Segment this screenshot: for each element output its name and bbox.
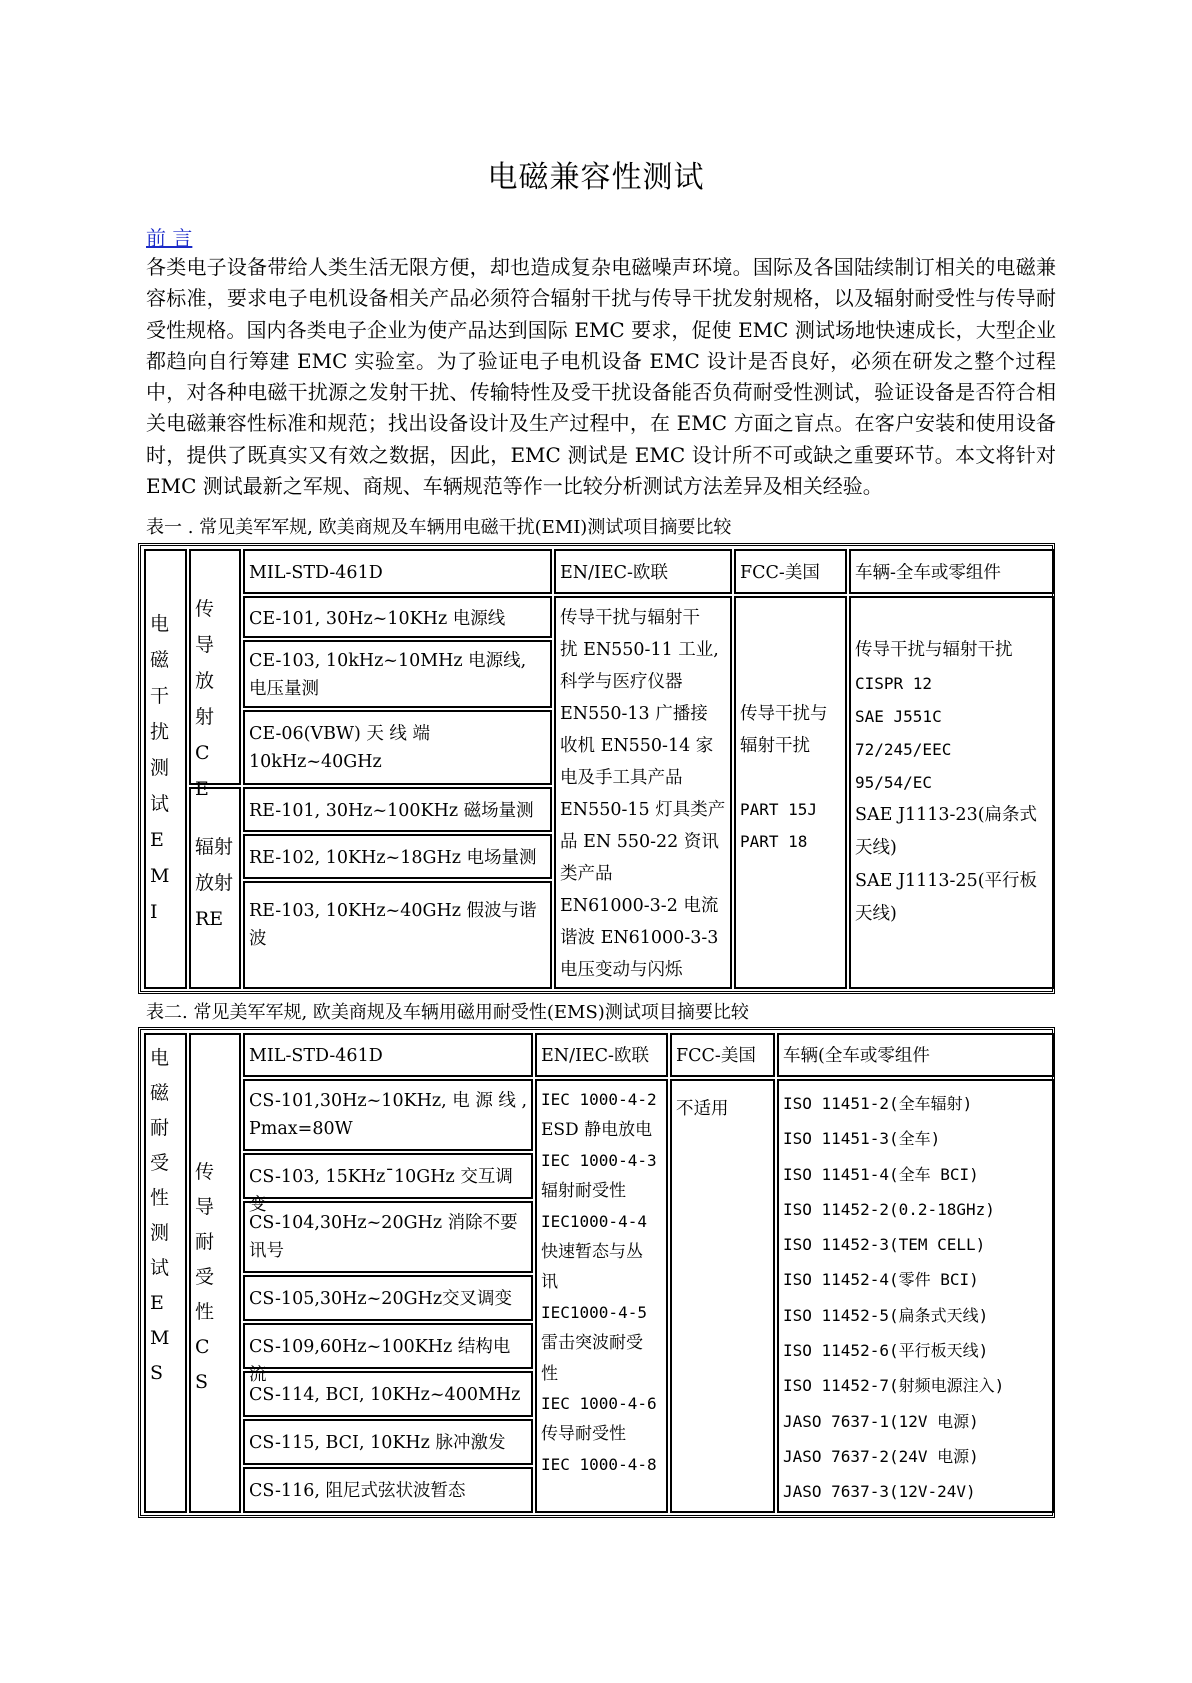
table1-vehicle-line: 天线)	[855, 904, 897, 924]
table2-sub-cell	[189, 1033, 241, 1513]
table2-vehicle-line: ISO 11451-3(全车)	[783, 1129, 941, 1149]
table1-en-line: 电及手工具产品	[560, 768, 683, 788]
table2-caption: 表二. 常见美军军规, 欧美商规及车辆用磁用耐受性(EMS)测试项目摘要比较	[146, 1002, 749, 1023]
table2-mil-row: CS-114, BCI, 10KHz~400MHz	[243, 1371, 533, 1417]
table2-mil-row: CS-109,60Hz~100KHz 结构电流	[243, 1323, 533, 1369]
table2-en-line: IEC1000-4-4	[541, 1211, 647, 1231]
table1-fcc-cell	[734, 596, 847, 989]
table1-fcc-line: PART 18	[740, 832, 808, 851]
table2-fcc-cell: 不适用	[670, 1079, 775, 1513]
table1-header-fcc: FCC-美国	[734, 549, 847, 594]
table1-fcc-line: 传导干扰与	[740, 704, 828, 724]
page-title: 电磁兼容性测试	[487, 160, 705, 195]
table2-header-en: EN/IEC-欧联	[535, 1033, 668, 1077]
table1-en-line: 扰 EN550-11 工业,	[560, 640, 719, 660]
table1-vehicle-cell	[849, 596, 1054, 989]
table2-mil-row: CS-105,30Hz~20GHz交叉调变	[243, 1275, 533, 1321]
table1-caption: 表一 . 常见美军军规, 欧美商规及车辆用电磁干扰(EMI)测试项目摘要比较	[146, 517, 732, 538]
table1-en-line: 类产品	[560, 864, 613, 884]
table1-vehicle-line: 传导干扰与辐射干扰	[855, 640, 1013, 660]
table1-vehicle-line: SAE J1113-23(扁条式	[855, 805, 1038, 825]
intro-paragraph: 各类电子设备带给人类生活无限方便，却也造成复杂电磁噪声环境。国际及各国陆续制订相关的电磁兼容标准，要求电子电机设备相关产品必须符合辐射干扰与传导干扰发射规格，以及辐射耐受性与传导耐受性规格。国内各类电子企业为使产品达到国际 EMC 要求，促使 EMC 测试场地快速成长，大型企业都趋向自行筹建 EMC 实验室。为了验证电子电机设备 EMC 设计是否良好，必须在研发之整个过程中，对各种电磁干扰源之发射干扰、传输特性及受干扰设备能否负荷耐受性测试，验证设备是否符合相关电磁兼容性标准和规范；找出设备设计及生产过程中，在 EMC 方面之盲点。在客户安装和使用设备时，提供了既真实又有效之数据，因此，EMC 测试是 EMC 设计所不可或缺之重要环节。本文将针对 EMC 测试最新之军规、商规、车辆规范等作一比较分析测试方法差异及相关经验。	[146, 255, 1056, 499]
table1-en-line: 科学与医疗仪器	[560, 672, 683, 692]
preface-link[interactable]: 前 言	[146, 226, 193, 250]
table1-mil-row: RE-103, 10KHz~40GHz 假波与谐波	[243, 881, 552, 989]
table1-en-line: EN550-15 灯具类产	[560, 800, 726, 820]
table2-vehicle-line: JASO 7637-3(12V-24V)	[783, 1482, 976, 1502]
table2-mil-row: CS-101,30Hz~10KHz, 电 源 线 , Pmax=80W	[243, 1079, 533, 1151]
table1-group-label: 电磁干扰测试EMI	[150, 613, 170, 923]
table2-en-line: ESD 静电放电	[541, 1120, 653, 1141]
table2-vehicle-line: ISO 11452-3(TEM CELL)	[783, 1235, 986, 1255]
table2-en-line: IEC1000-4-5	[541, 1302, 647, 1322]
table1-sub-ce-label: 传导放射CE	[195, 598, 215, 800]
table2-en-line: 传导耐受性	[541, 1424, 626, 1445]
table1-en-line: 收机 EN550-14 家	[560, 736, 714, 756]
table1-fcc-line	[740, 762, 841, 794]
table2-vehicle-cell	[777, 1079, 1054, 1513]
table2-en-line: IEC 1000-4-3	[541, 1150, 657, 1170]
table2-en-line: IEC 1000-4-8	[541, 1454, 657, 1474]
table2-vehicle-line: ISO 11452-2(0.2-18GHz)	[783, 1199, 995, 1219]
table2-header-mil: MIL-STD-461D	[243, 1033, 533, 1077]
table2-header-vehicle: 车辆(全车或零组件	[777, 1033, 1054, 1077]
table2-vehicle-line: ISO 11451-4(全车 BCI)	[783, 1164, 979, 1184]
table2-vehicle-line: JASO 7637-1(12V 电源)	[783, 1411, 979, 1431]
table1-vehicle-line: 72/245/EEC	[855, 740, 952, 759]
table1-en-cell	[554, 596, 732, 989]
table2-en-line: IEC 1000-4-2	[541, 1090, 657, 1109]
table2	[138, 1027, 1055, 1518]
table1-mil-row: RE-102, 10KHz~18GHz 电场量测	[243, 834, 552, 879]
table1-group-cell	[144, 549, 187, 989]
table2-en-line: 辐射耐受性	[541, 1181, 626, 1202]
table2-group-label: 电磁耐受性测试EMS	[150, 1047, 170, 1384]
table1-mil-row: RE-101, 30Hz~100KHz 磁场量测	[243, 787, 552, 832]
table2-en-cell	[535, 1079, 668, 1513]
table1-en-line: EN61000-3-2 电流	[560, 896, 719, 916]
table1-vehicle-line: CISPR 12	[855, 674, 933, 693]
table1-sub-re-cell	[189, 787, 241, 989]
table1-en-line: 谐波 EN61000-3-3	[560, 928, 719, 948]
table1-header-en: EN/IEC-欧联	[554, 549, 732, 594]
table1-sub-re-label: 辐射放射RE	[195, 836, 234, 930]
table2-vehicle-line: ISO 11451-2(全车辐射)	[783, 1094, 973, 1113]
table1-mil-row: CE-103, 10kHz~10MHz 电源线, 电压量测	[243, 640, 552, 708]
table1-header-mil: MIL-STD-461D	[243, 549, 552, 594]
table2-vehicle-line: ISO 11452-5(扁条式天线)	[783, 1305, 989, 1325]
table2-mil-row: CS-116, 阻尼式弦状波暂态	[243, 1467, 533, 1513]
table1-en-line: EN550-13 广播接	[560, 704, 708, 724]
table1-en-line: 品 EN 550-22 资讯	[560, 832, 719, 852]
table1-vehicle-line: 95/54/EC	[855, 773, 933, 792]
table2-header-fcc: FCC-美国	[670, 1033, 775, 1077]
table2-en-line: 讯	[541, 1272, 558, 1293]
table2-mil-row: CS-103, 15KHz¯10GHz 交互调变	[243, 1153, 533, 1199]
table2-group-cell	[144, 1033, 187, 1513]
table2-vehicle-line: JASO 7637-2(24V 电源)	[783, 1446, 979, 1466]
table1-en-line: 传导干扰与辐射干	[560, 608, 700, 628]
table1-header-vehicle: 车辆-全车或零组件	[849, 549, 1054, 594]
table2-en-line: 快速暂态与丛	[541, 1242, 643, 1263]
table1-sub-ce-cell	[189, 549, 241, 800]
table2-vehicle-line: ISO 11452-6(平行板天线)	[783, 1341, 989, 1361]
table1-vehicle-line: SAE J551C	[855, 707, 942, 726]
table1-fcc-line: 辐射干扰	[740, 736, 810, 756]
table1-en-line: 电压变动与闪烁	[560, 960, 683, 980]
table2-en-line: 性	[541, 1363, 558, 1384]
table2-vehicle-line: ISO 11452-4(零件 BCI)	[783, 1270, 979, 1290]
table1-vehicle-line: SAE J1113-25(平行板	[855, 871, 1038, 891]
table1-mil-row: CE-06(VBW) 天 线 端 10kHz~40GHz	[243, 710, 552, 785]
table1-fcc-line: PART 15J	[740, 800, 818, 819]
table2-sub-label: 传导耐受性CS	[195, 1161, 215, 1393]
table2-en-line: 雷击突波耐受	[541, 1333, 643, 1354]
table2-vehicle-line: ISO 11452-7(射频电源注入)	[783, 1376, 1005, 1396]
table2-en-line: IEC 1000-4-6	[541, 1394, 657, 1414]
table1-mil-row: CE-101, 30Hz~10KHz 电源线	[243, 596, 552, 638]
table1-vehicle-line: 天线)	[855, 838, 897, 858]
table1	[138, 543, 1055, 994]
table2-mil-row: CS-115, BCI, 10KHz 脉冲激发	[243, 1419, 533, 1465]
table2-mil-row: CS-104,30Hz~20GHz 消除不要讯号	[243, 1201, 533, 1273]
